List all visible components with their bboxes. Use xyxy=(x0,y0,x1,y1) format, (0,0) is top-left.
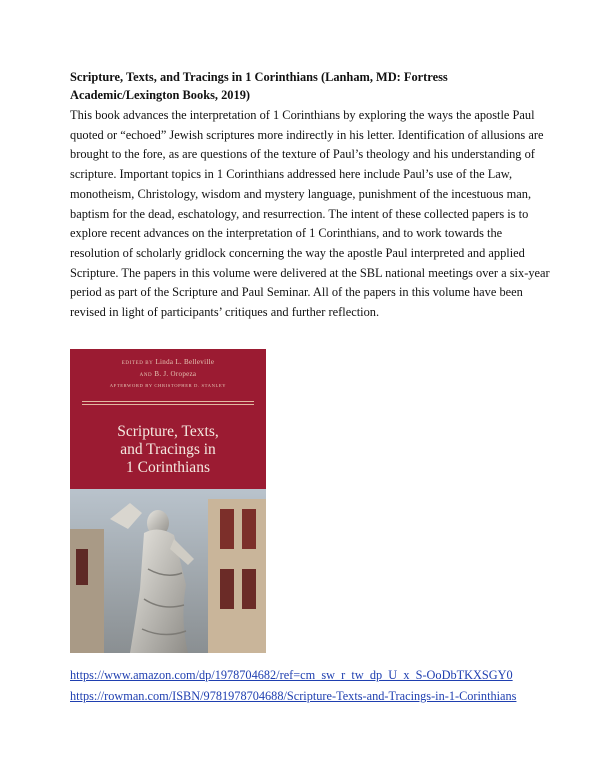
cover-rule-top xyxy=(82,401,254,402)
cover-title xyxy=(70,423,266,477)
cover-title-line: and Tracings in xyxy=(120,441,216,458)
book-title-heading xyxy=(70,68,540,104)
description-line: revised in light of participants’ critiques and further reflection. xyxy=(70,305,380,320)
cover-credits xyxy=(70,357,266,391)
statue-photo xyxy=(70,489,266,653)
amazon-link[interactable]: https://www.amazon.com/dp/1978704682/ref=cm_sw_r_tw_dp_U_x_S-OoDbTKXSGY0 xyxy=(70,668,513,682)
description-line: quoted or “echoed” Jewish scriptures more indirectly in his letter. Identification of allusions are xyxy=(70,127,544,142)
description-line: brought to the fore, as are questions of the texture of Paul’s theology and his understanding of xyxy=(70,147,535,162)
heading-line-2: Academic/Lexington Books, 2019) xyxy=(70,88,251,102)
description-line: resolution of scholarly gridlock concerning the way the apostle Paul interpreted and applied xyxy=(70,245,525,260)
cover-and: AND xyxy=(139,373,153,378)
description-line: scripture. Important topics in 1 Corinthians addressed here include Paul’s use of the Law, xyxy=(70,167,513,182)
description-line: Scripture. The papers in this volume were delivered at the SBL national meetings over a six-year xyxy=(70,265,550,280)
rowman-link[interactable]: https://rowman.com/ISBN/9781978704688/Scripture-Texts-and-Tracings-in-1-Corinthians xyxy=(70,689,517,703)
book-description xyxy=(70,106,550,323)
description-line: This book advances the interpretation of 1 Corinthians by exploring the ways the apostle Paul xyxy=(70,108,535,122)
book-cover-image xyxy=(70,349,266,653)
cover-afterword: AFTERWORD BY CHRISTOPHER D. STANLEY xyxy=(109,383,227,388)
description-line: period as part of the Scripture and Paul Seminar. All of the papers in this volume have been xyxy=(70,285,523,300)
cover-editor-1: Linda L. Belleville xyxy=(155,358,215,366)
cover-editor-2: B. J. Oropeza xyxy=(154,370,197,378)
cover-title-line: 1 Corinthians xyxy=(126,459,210,476)
heading-line-1: Scripture, Texts, and Tracings in 1 Corinthians (Lanham, MD: Fortress xyxy=(70,70,448,84)
cover-edited-by: EDITED BY xyxy=(121,361,154,366)
description-line: monotheism, Christology, wisdom and mystery language, punishment of the incestuous man, xyxy=(70,186,532,201)
cover-title-line: Scripture, Texts, xyxy=(117,423,219,440)
cover-rule-bottom xyxy=(82,404,254,405)
description-line: explore recent advances on the interpretation of 1 Corinthians, and to work towards the xyxy=(70,226,503,241)
description-line: baptism for the dead, eschatology, and resurrection. The intent of these collected papers is to xyxy=(70,206,529,221)
